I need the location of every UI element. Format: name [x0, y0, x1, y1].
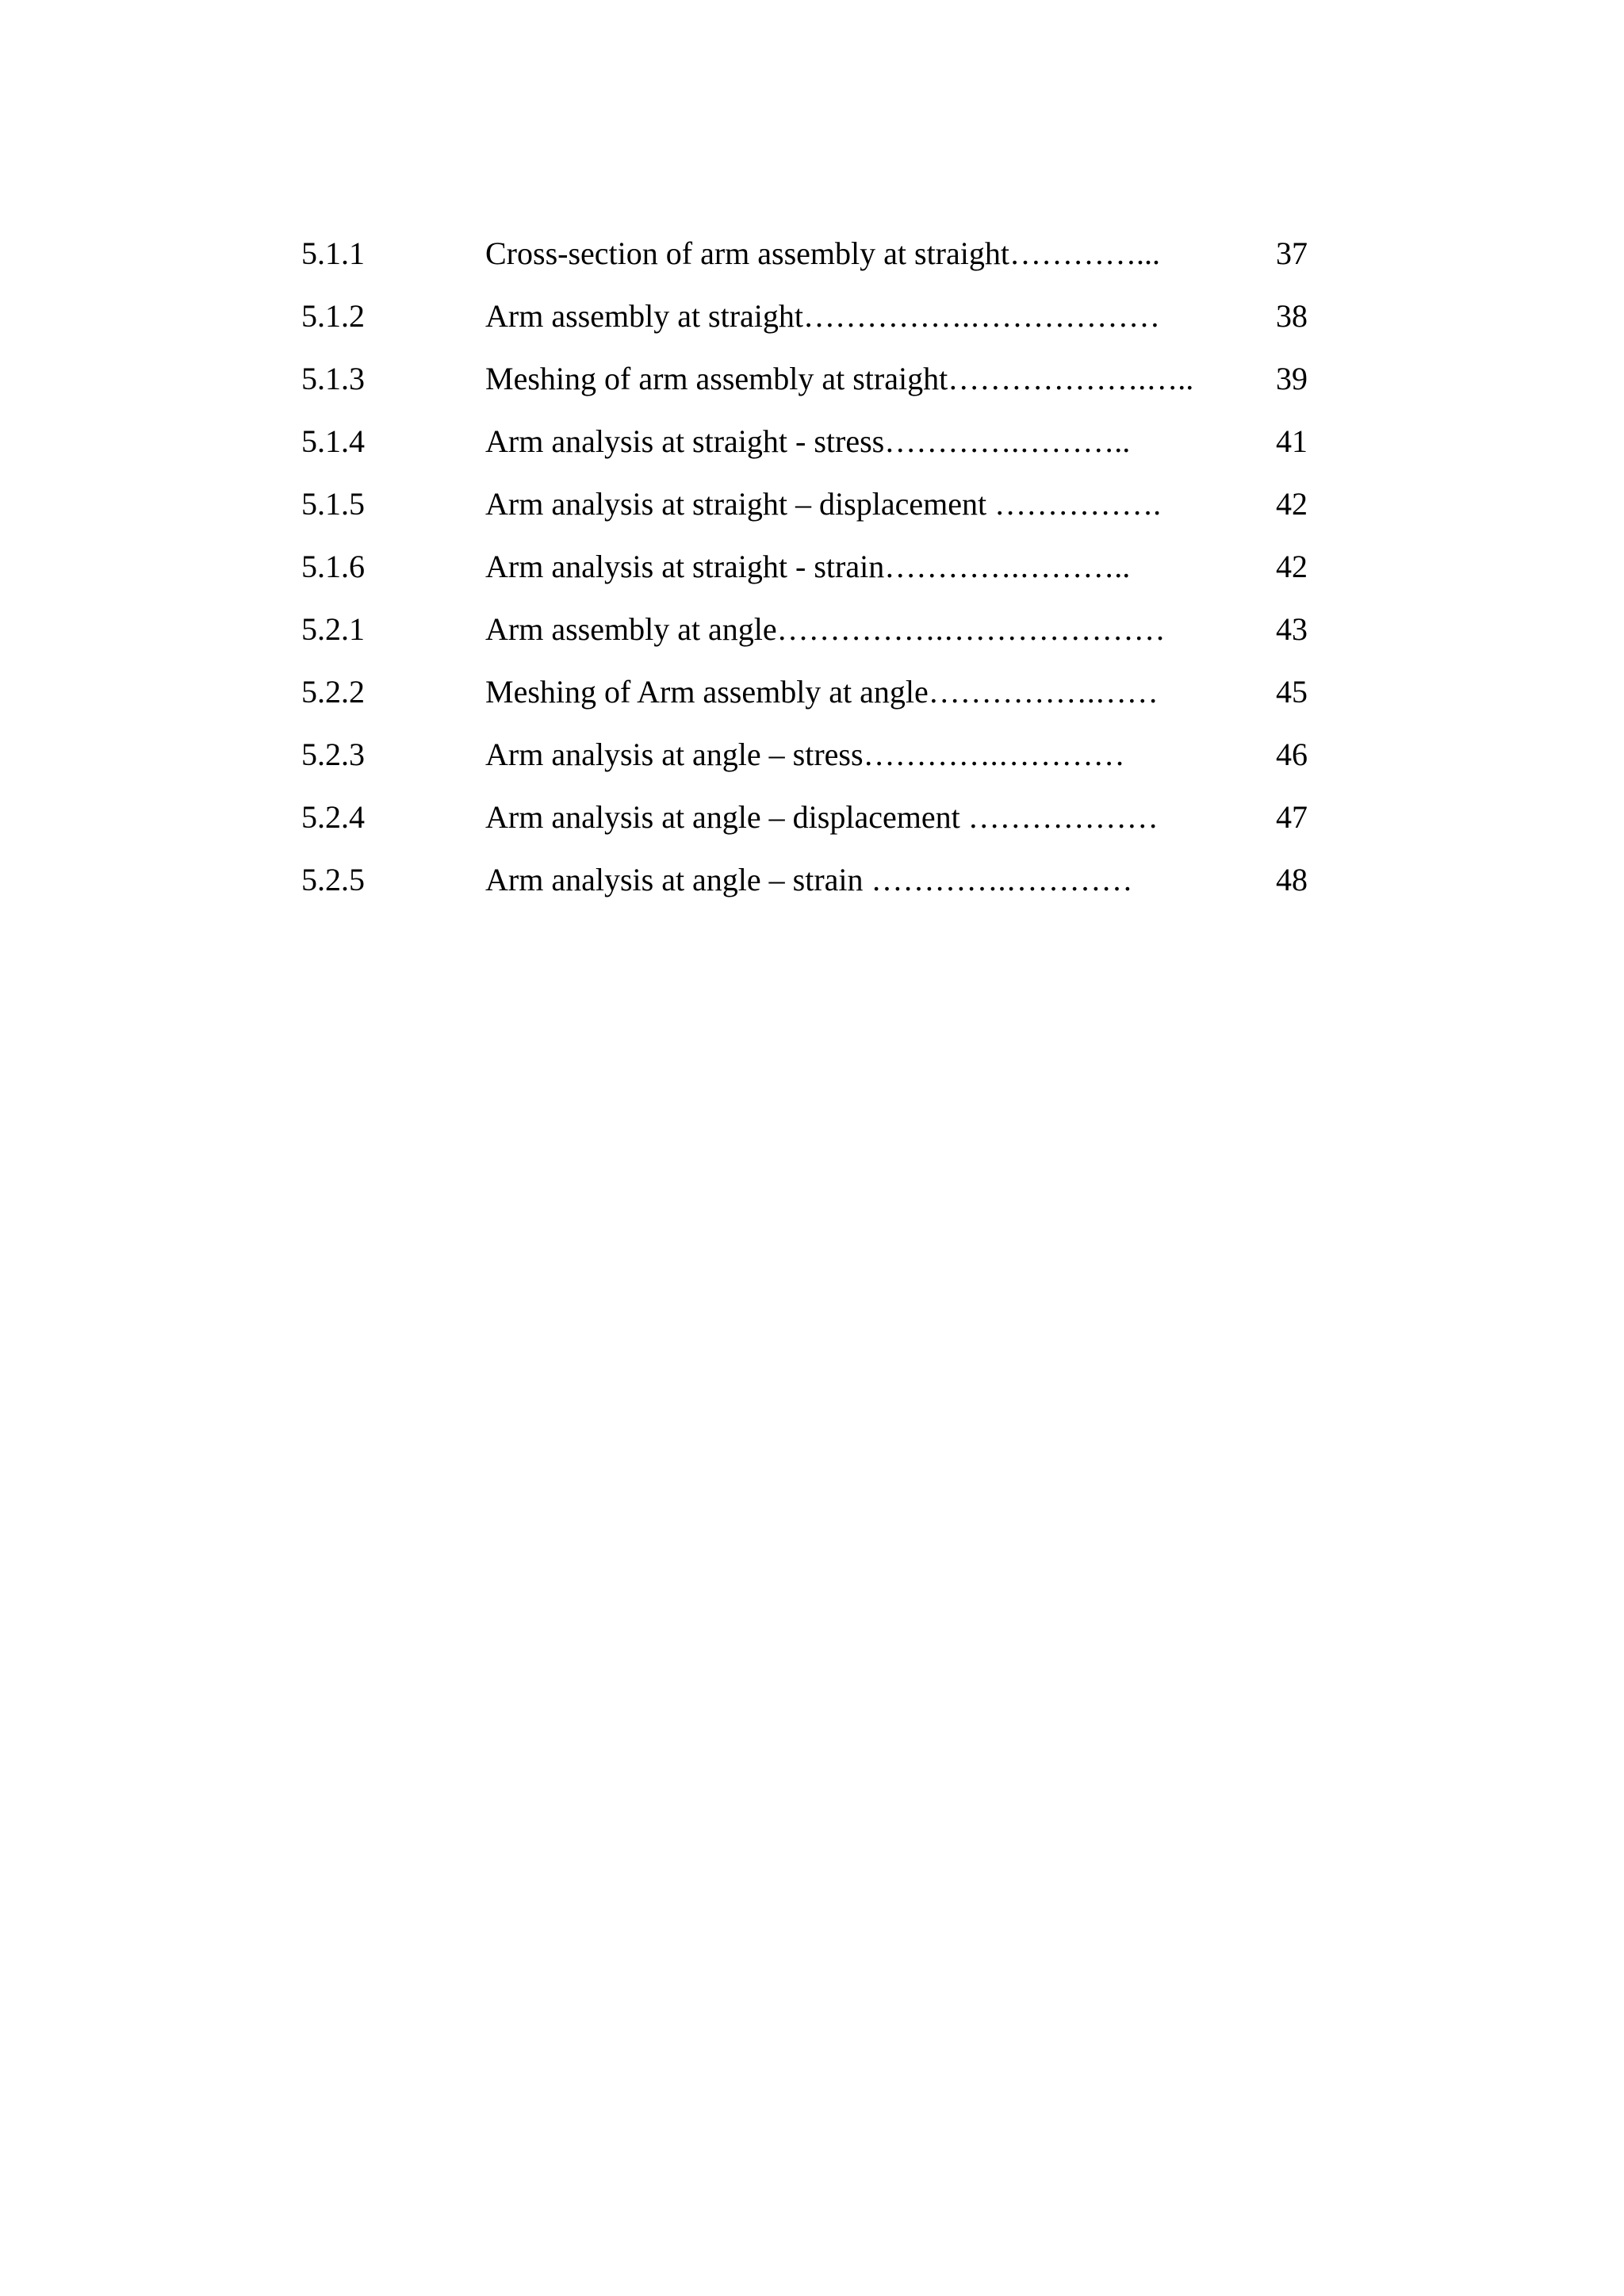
toc-entry-page: 48 [1276, 862, 1308, 897]
toc-entry [301, 355, 1324, 418]
table-of-contents [301, 230, 1324, 919]
toc-entry [301, 856, 1324, 919]
toc-entry-number: 5.1.5 [301, 486, 365, 522]
toc-entry-number: 5.1.2 [301, 298, 365, 334]
toc-entry-number: 5.1.6 [301, 549, 365, 584]
toc-entry-title: Arm analysis at angle – strain ………….………… [485, 862, 1133, 897]
toc-entry-number: 5.2.3 [301, 737, 365, 772]
toc-entry [301, 668, 1324, 731]
toc-entry [301, 293, 1324, 355]
toc-entry [301, 794, 1324, 856]
toc-entry-page: 46 [1276, 737, 1308, 772]
toc-entry-page: 47 [1276, 799, 1308, 835]
toc-entry [301, 606, 1324, 668]
toc-entry-title: Meshing of arm assembly at straight……………….….. [485, 361, 1194, 396]
toc-entry-number: 5.1.1 [301, 235, 365, 271]
toc-entry [301, 480, 1324, 543]
toc-entry-title: Arm assembly at angle…………….………………… [485, 611, 1166, 647]
toc-entry-page: 38 [1276, 298, 1308, 334]
toc-entry-number: 5.1.4 [301, 423, 365, 459]
toc-entry [301, 418, 1324, 480]
toc-entry-title: Arm analysis at angle – stress………….………… [485, 737, 1125, 772]
toc-entry-number: 5.2.5 [301, 862, 365, 897]
toc-entry-title: Arm analysis at angle – displacement ……………… [485, 799, 1159, 835]
toc-entry-title: Arm analysis at straight - strain………….……….. [485, 549, 1131, 584]
toc-entry-page: 45 [1276, 674, 1308, 710]
toc-entry-number: 5.2.2 [301, 674, 365, 710]
toc-entry-title: Arm analysis at straight - stress………….……….. [485, 423, 1131, 459]
toc-entry-number: 5.1.3 [301, 361, 365, 396]
toc-entry-page: 43 [1276, 611, 1308, 647]
toc-entry-page: 37 [1276, 235, 1308, 271]
toc-entry [301, 543, 1324, 606]
toc-entry-title: Arm analysis at straight – displacement ……………. [485, 486, 1162, 522]
toc-entry-page: 42 [1276, 486, 1308, 522]
toc-entry [301, 731, 1324, 794]
toc-entry-title: Meshing of Arm assembly at angle…………….…… [485, 674, 1159, 710]
toc-entry [301, 230, 1324, 293]
toc-entry-page: 39 [1276, 361, 1308, 396]
toc-entry-page: 42 [1276, 549, 1308, 584]
toc-entry-page: 41 [1276, 423, 1308, 459]
toc-entry-title: Arm assembly at straight…………….……………… [485, 298, 1161, 334]
toc-entry-number: 5.2.1 [301, 611, 365, 647]
toc-entry-title: Cross-section of arm assembly at straight…………... [485, 235, 1160, 271]
toc-entry-number: 5.2.4 [301, 799, 365, 835]
